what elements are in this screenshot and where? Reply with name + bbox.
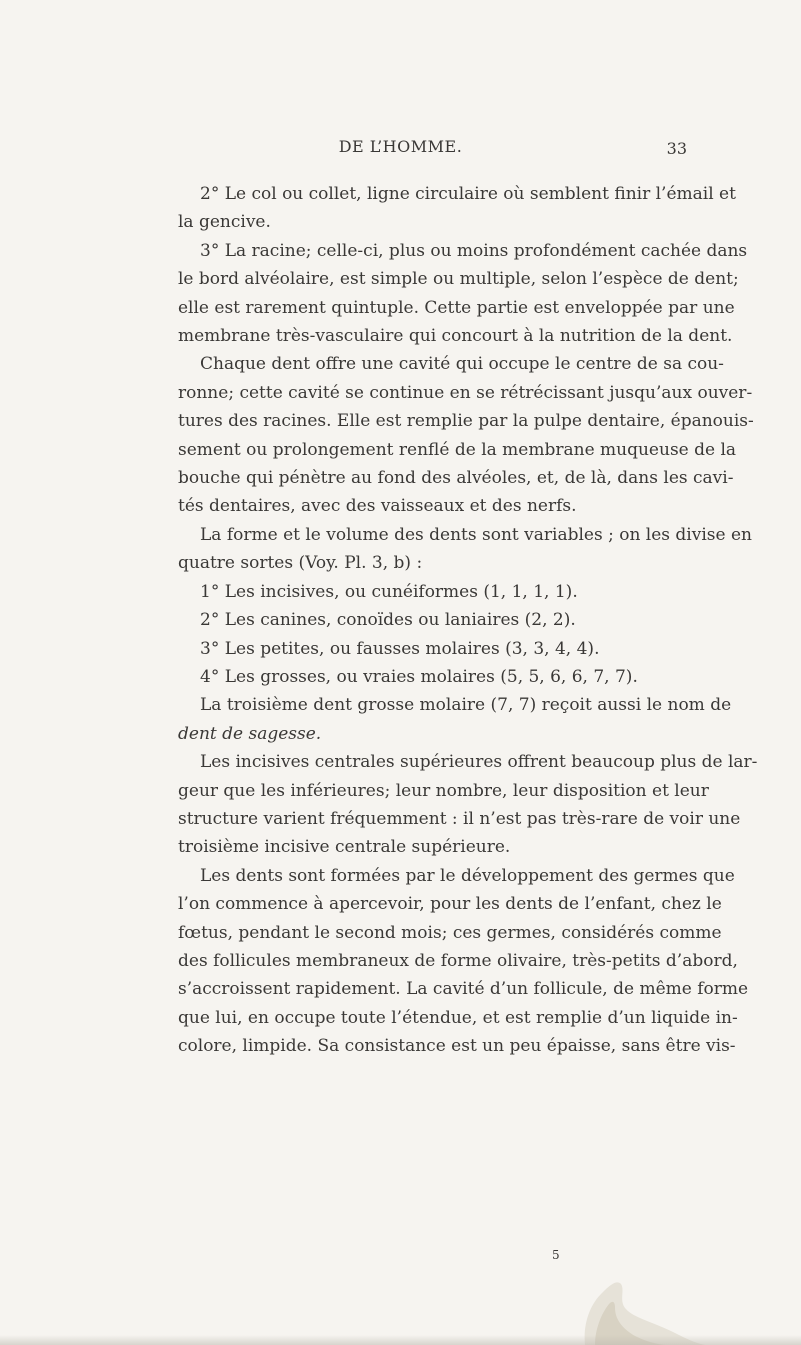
text-line: bouche qui pénètre au fond des alvéoles, et, de là, dans les cavi- bbox=[178, 468, 734, 489]
text-line: membrane très-vasculaire qui concourt à la nutrition de la dent. bbox=[178, 326, 733, 347]
body-text bbox=[178, 180, 758, 1061]
text-line: 1° Les incisives, ou cunéiformes (1, 1, 1, 1). bbox=[200, 581, 578, 602]
text-line: l’on commence à apercevoir, pour les dents de l’enfant, chez le bbox=[178, 894, 722, 915]
text-line: que lui, en occupe toute l’étendue, et est remplie d’un liquide in- bbox=[178, 1007, 738, 1028]
text-line: Les dents sont formées par le développement des germes que bbox=[200, 865, 735, 886]
text-line: geur que les inférieures; leur nombre, leur disposition et leur bbox=[178, 780, 709, 801]
page-bottom-edge bbox=[0, 1335, 801, 1345]
text-line: tés dentaires, avec des vaisseaux et des nerfs. bbox=[178, 496, 577, 517]
text-line: quatre sortes (Voy. Pl. 3, b) : bbox=[178, 553, 423, 574]
text-line: structure varient fréquemment : il n’est pas très-rare de voir une bbox=[178, 808, 741, 829]
text-line: dent de sagesse. bbox=[178, 723, 322, 744]
text-line: s’accroissent rapidement. La cavité d’un follicule, de même forme bbox=[178, 979, 749, 1000]
text-line: La troisième dent grosse molaire (7, 7) reçoit aussi le nom de bbox=[200, 695, 732, 716]
signature-mark: 5 bbox=[552, 1248, 560, 1262]
text-line: troisième incisive centrale supérieure. bbox=[178, 837, 511, 858]
text-line: ronne; cette cavité se continue en se rétrécissant jusqu’aux ouver- bbox=[178, 382, 753, 403]
text-line: La forme et le volume des dents sont variables ; on les divise en bbox=[200, 524, 752, 545]
text-line: des follicules membraneux de forme olivaire, très-petits d’abord, bbox=[178, 950, 738, 971]
text-line: Chaque dent offre une cavité qui occupe le centre de sa cou- bbox=[200, 354, 724, 375]
text-line: la gencive. bbox=[178, 212, 271, 233]
paper-stain bbox=[555, 1270, 715, 1345]
text-line: 4° Les grosses, ou vraies molaires (5, 5, 6, 6, 7, 7). bbox=[200, 666, 638, 687]
text-line: tures des racines. Elle est remplie par la pulpe dentaire, épanouis- bbox=[178, 411, 754, 432]
text-line: 3° La racine; celle-ci, plus ou moins profondément cachée dans bbox=[200, 240, 748, 261]
running-head bbox=[0, 137, 801, 159]
text-line: Les incisives centrales supérieures offrent beaucoup plus de lar- bbox=[200, 752, 758, 773]
text-line: sement ou prolongement renflé de la membrane muqueuse de la bbox=[178, 439, 737, 460]
page-number: 33 bbox=[666, 139, 687, 158]
text-line: 2° Le col ou collet, ligne circulaire où semblent finir l’émail et bbox=[200, 184, 736, 204]
running-title: DE L’HOMME. bbox=[338, 137, 463, 156]
text-line: elle est rarement quintuple. Cette partie est enveloppée par une bbox=[178, 297, 735, 318]
text-line: 2° Les canines, conoïdes ou laniaires (2, 2). bbox=[200, 610, 576, 631]
text-line: colore, limpide. Sa consistance est un peu épaisse, sans être vis- bbox=[178, 1036, 736, 1057]
text-line: le bord alvéolaire, est simple ou multiple, selon l’espèce de dent; bbox=[178, 269, 739, 290]
text-line: fœtus, pendant le second mois; ces germes, considérés comme bbox=[178, 922, 722, 943]
text-line: 3° Les petites, ou fausses molaires (3, 3, 4, 4). bbox=[200, 638, 600, 659]
